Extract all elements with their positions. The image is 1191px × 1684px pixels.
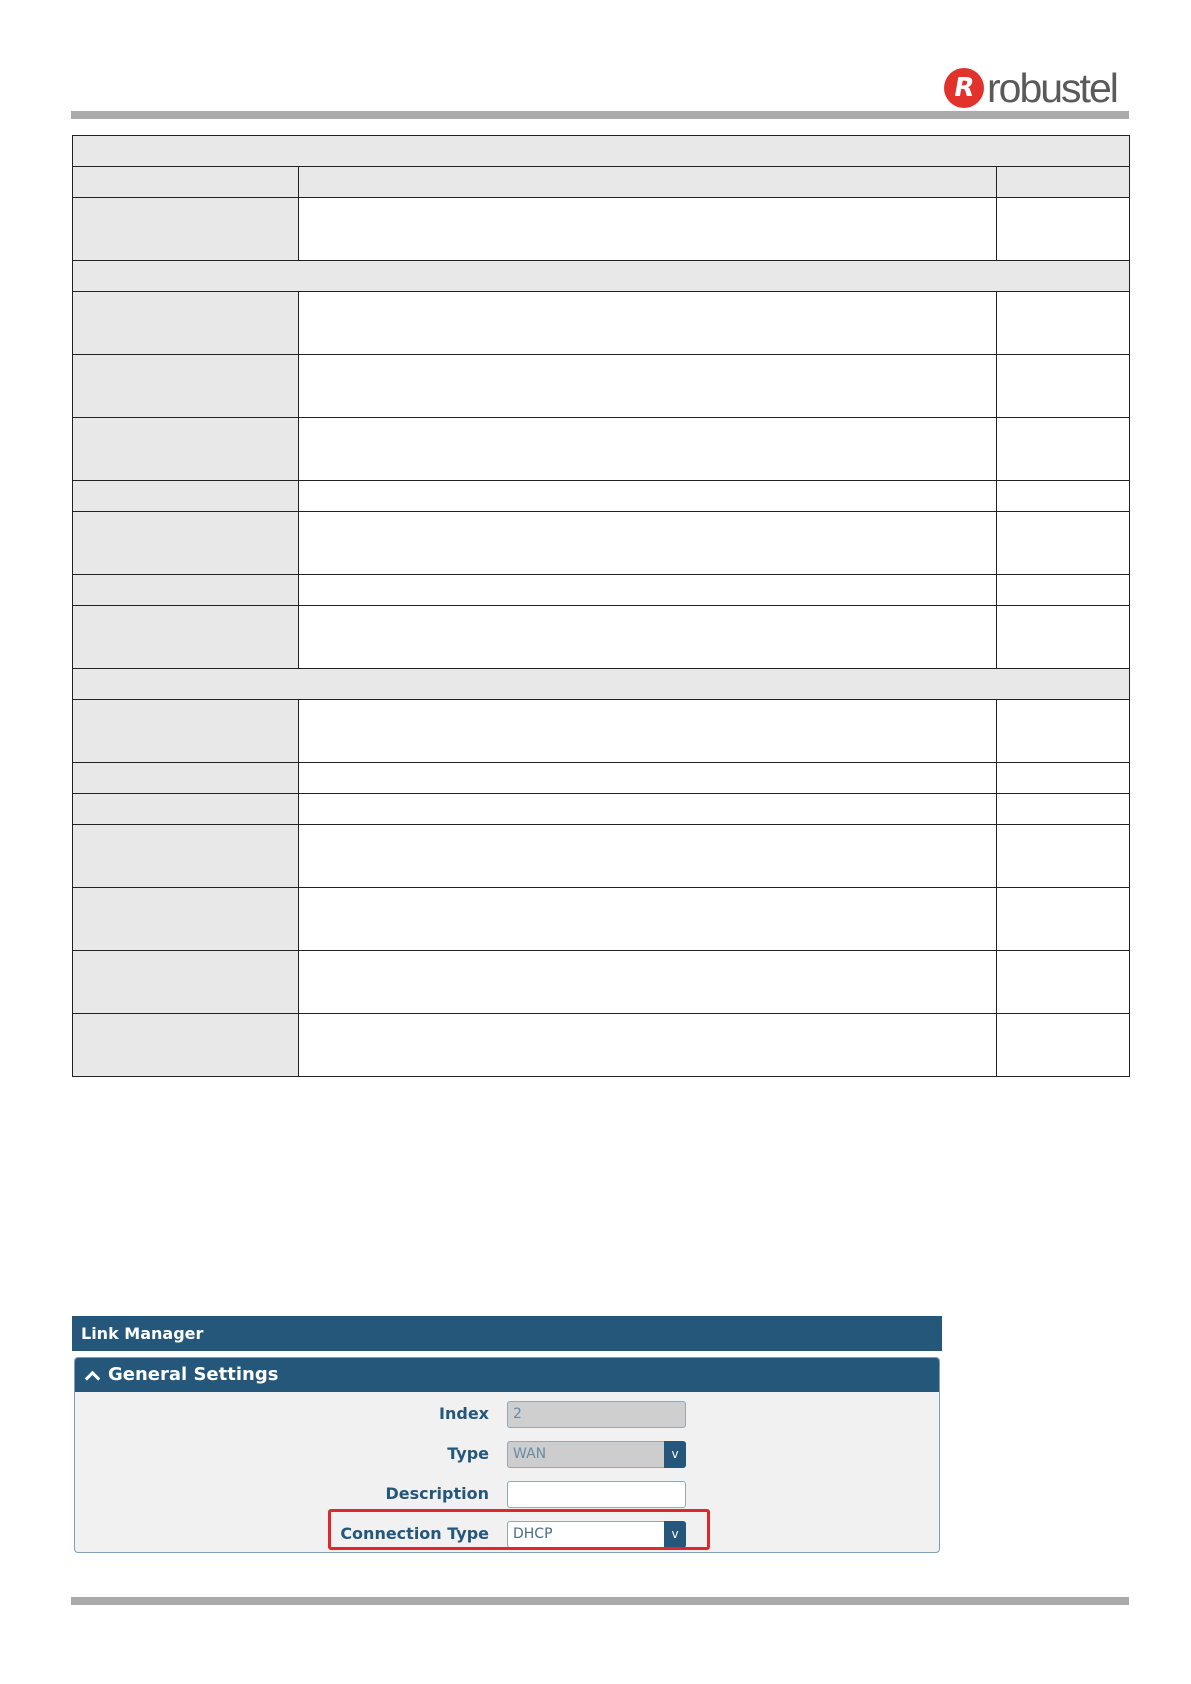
- robustel-logo: [944, 66, 1117, 110]
- table-row: [73, 1014, 1130, 1077]
- table-row: [73, 481, 1130, 512]
- link-manager-header: Link Manager: [72, 1316, 942, 1351]
- dropdown-arrow-icon[interactable]: v: [664, 1521, 686, 1548]
- index-row: [75, 1399, 940, 1429]
- connection-type-label: Connection Type: [340, 1524, 489, 1543]
- table-row: [73, 292, 1130, 355]
- connection-type-value: DHCP: [513, 1526, 553, 1542]
- table-row: [73, 418, 1130, 481]
- table-row: [73, 700, 1130, 763]
- table-row: [73, 951, 1130, 1014]
- description-input[interactable]: [507, 1481, 686, 1508]
- header-rule: [71, 111, 1129, 119]
- table-title-row: [73, 136, 1130, 167]
- table-row: [73, 575, 1130, 606]
- table-row: [73, 355, 1130, 418]
- brand-name: robustel: [987, 64, 1117, 111]
- description-row: [75, 1479, 940, 1509]
- parameter-table: [72, 135, 1130, 1077]
- general-settings-title: General Settings: [108, 1364, 279, 1385]
- index-label: Index: [439, 1404, 489, 1423]
- robustel-logo-icon: R: [944, 68, 984, 108]
- table-row: [73, 763, 1130, 794]
- description-label: Description: [385, 1484, 489, 1503]
- table-row: [73, 198, 1130, 261]
- type-row: [75, 1439, 940, 1469]
- table-header-row: [73, 167, 1130, 198]
- index-input[interactable]: 2: [507, 1401, 686, 1428]
- footer-rule: [71, 1597, 1129, 1605]
- table-section-row: [73, 261, 1130, 292]
- table-row: [73, 794, 1130, 825]
- connection-type-highlight: [328, 1509, 710, 1550]
- table-row: [73, 606, 1130, 669]
- table-section-row: [73, 669, 1130, 700]
- general-settings-header[interactable]: [75, 1358, 939, 1392]
- table-row: [73, 512, 1130, 575]
- type-select[interactable]: [507, 1441, 686, 1468]
- type-select-value: WAN: [513, 1446, 547, 1462]
- table-row: [73, 888, 1130, 951]
- table-row: [73, 825, 1130, 888]
- type-label: Type: [447, 1444, 489, 1463]
- chevron-up-icon[interactable]: [85, 1370, 101, 1386]
- dropdown-arrow-icon[interactable]: v: [664, 1441, 686, 1468]
